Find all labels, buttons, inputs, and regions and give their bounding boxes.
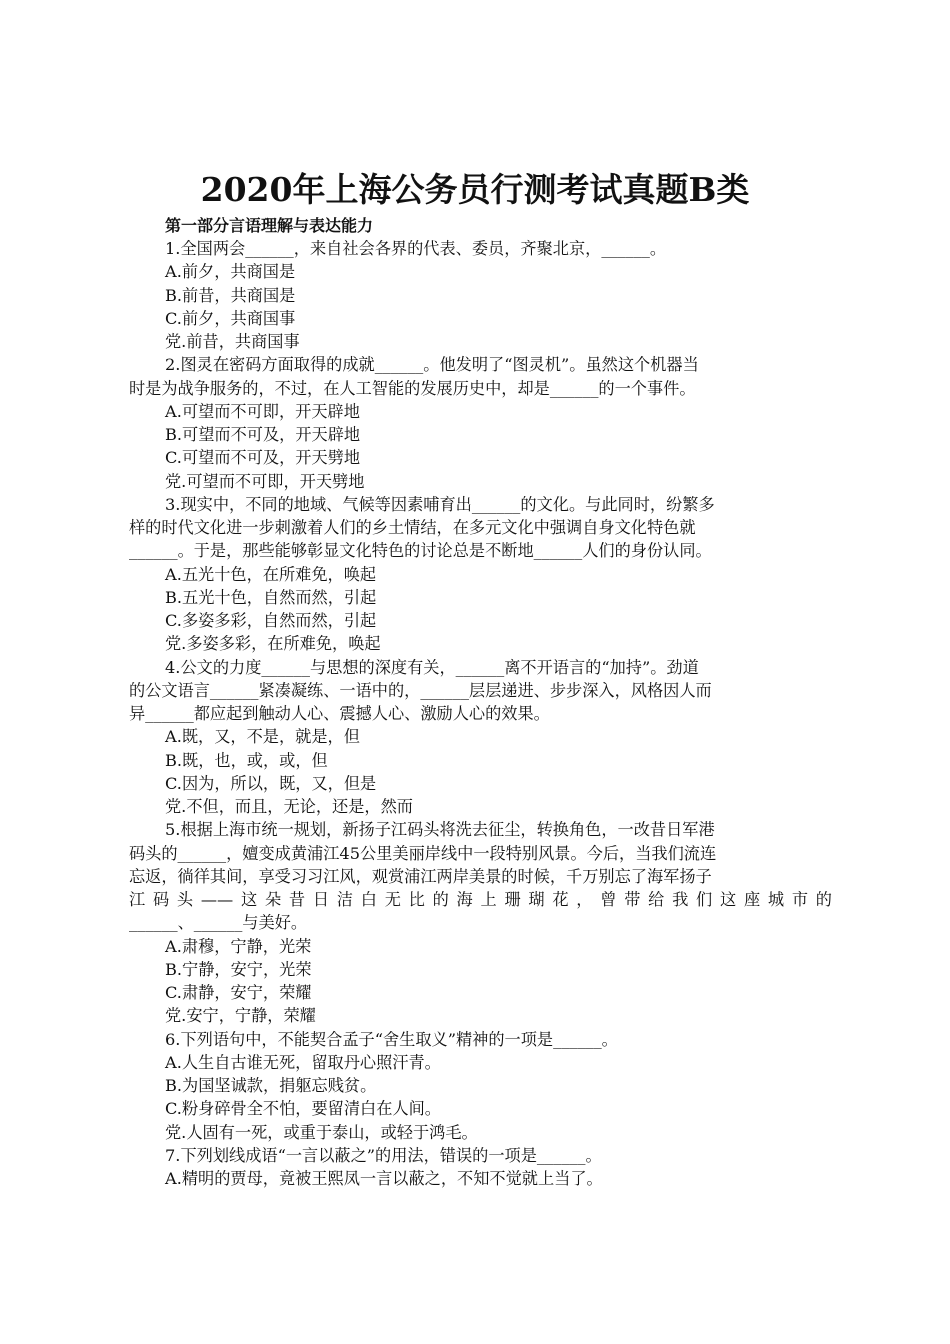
text-line: 党.可望而不可即，开天劈地 bbox=[165, 471, 365, 491]
text-line: ______。于是，那些能够彰显文化特色的讨论总是不断地______人们的身份认同。 bbox=[129, 541, 712, 561]
text-line: 党.人固有一死，或重于泰山，或轻于鸿毛。 bbox=[165, 1122, 478, 1142]
text-line: 4.公文的力度______与思想的深度有关，______离不开语言的“加持”。劲道 bbox=[165, 657, 699, 677]
text-line: 3.现实中，不同的地域、气候等因素哺育出______的文化。与此同时，纷繁多 bbox=[165, 494, 715, 514]
text-line: A.肃穆，宁静，光荣 bbox=[165, 936, 312, 956]
text-line: 党.多姿多彩，在所难免，唤起 bbox=[165, 634, 381, 654]
text-line: B.为国坚诚款，捐躯忘贱贫。 bbox=[165, 1076, 377, 1095]
text-line: 码头的______，嬗变成黄浦江45公里美丽岸线中一段特别风景。今后，当我们流连 bbox=[129, 843, 717, 863]
text-line: C.肃静，安宁，荣耀 bbox=[165, 983, 312, 1002]
text-line: A.可望而不可即，开天辟地 bbox=[165, 401, 360, 421]
text-line: 的公文语言______紧凑凝练、一语中的，______层层递进、步步深入，风格因人而 bbox=[129, 680, 712, 700]
text-line: 6.下列语句中，不能契合孟子“舍生取义”精神的一项是______。 bbox=[165, 1029, 618, 1049]
text-line: 党.前昔，共商国事 bbox=[165, 332, 300, 351]
text-line: A.五光十色，在所难免，唤起 bbox=[165, 564, 377, 584]
text-line: 江码头——这朵昔日洁白无比的海上珊瑚花，曾带给我们这座城市的 bbox=[129, 890, 832, 909]
text-line: B.前昔，共商国是 bbox=[165, 285, 296, 305]
text-line: 7.下列划线成语“一言以蔽之”的用法，错误的一项是______。 bbox=[165, 1145, 602, 1165]
text-line: B.可望而不可及，开天辟地 bbox=[165, 425, 361, 444]
text-line: C.可望而不可及，开天劈地 bbox=[165, 448, 361, 468]
text-line: 异______都应起到触动人心、震撼人心、激励人心的效果。 bbox=[129, 704, 550, 723]
document-body bbox=[129, 237, 832, 1190]
document-title: 2020年上海公务员行测考试真题B类 bbox=[200, 170, 750, 209]
text-line: 样的时代文化进一步刺激着人们的乡土情结，在多元文化中强调自身文化特色就 bbox=[129, 518, 696, 537]
text-line: 2.图灵在密码方面取得的成就______。他发明了“图灵机”。虽然这个机器当 bbox=[165, 355, 699, 375]
text-line: A.前夕，共商国是 bbox=[165, 262, 296, 282]
text-line: A.人生自古谁无死，留取丹心照汗青。 bbox=[165, 1052, 441, 1072]
text-line: B.既，也，或，或，但 bbox=[165, 750, 328, 770]
section-heading: 第一部分言语理解与表达能力 bbox=[165, 216, 374, 235]
text-line: 党.不但，而且，无论，还是，然而 bbox=[165, 797, 413, 816]
text-line: 1.全国两会______，来自社会各界的代表、委员，齐聚北京，______。 bbox=[165, 239, 667, 258]
text-line: C.多姿多彩，自然而然，引起 bbox=[165, 611, 377, 630]
text-line: ______、______与美好。 bbox=[129, 913, 308, 933]
text-line: A.既，又，不是，就是，但 bbox=[165, 727, 360, 747]
text-line: C.前夕，共商国事 bbox=[165, 308, 296, 328]
text-line: C.粉身碎骨全不怕，要留清白在人间。 bbox=[165, 1099, 441, 1119]
text-line: B.五光十色，自然而然，引起 bbox=[165, 587, 377, 607]
text-line: C.因为，所以，既，又，但是 bbox=[165, 773, 377, 793]
text-line: A.精明的贾母，竟被王熙凤一言以蔽之，不知不觉就上当了。 bbox=[165, 1169, 603, 1188]
text-line: 5.根据上海市统一规划，新扬子江码头将洗去征尘，转换角色，一改昔日军港 bbox=[165, 820, 715, 840]
text-line: 党.安宁，宁静，荣耀 bbox=[165, 1006, 316, 1026]
text-line: 时是为战争服务的，不过，在人工智能的发展历史中，却是______的一个事件。 bbox=[129, 378, 696, 398]
text-line: 忘返，徜徉其间，享受习习江风，观赏浦江两岸美景的时候，千万别忘了海军扬子 bbox=[129, 866, 712, 886]
text-line: B.宁静，安宁，光荣 bbox=[165, 959, 312, 979]
